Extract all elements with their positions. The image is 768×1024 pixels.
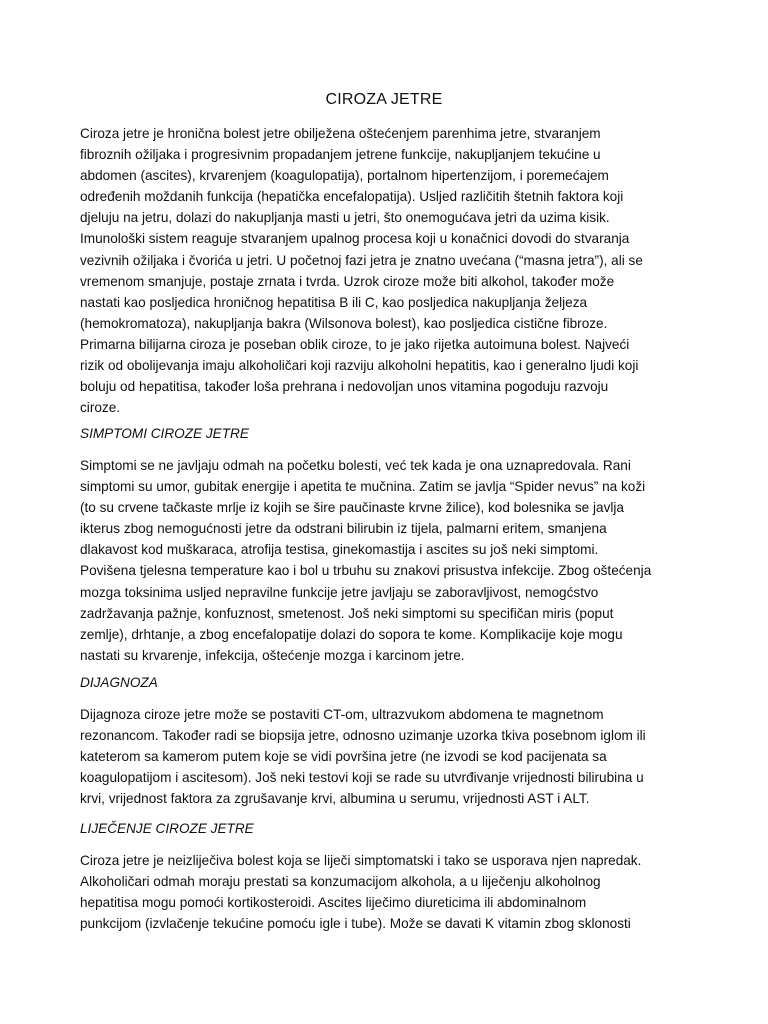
intro-paragraph [80,123,700,418]
paragraph-line: punkcijom (izvlačenje tekućine pomoću igle i tube). Može se davati K vitamin zbog sklonosti [80,916,631,932]
paragraph-line: ikterus zbog nemogućnosti jetre da odstrani bilirubin iz tijela, palmarni eritem, smanjena [80,521,607,537]
paragraph-line: Primarna bilijarna ciroza je poseban oblik ciroze, to je jako rijetka autoimuna bolest. Najveći [80,336,630,352]
page-title: CIROZA JETRE [325,91,443,108]
section-heading-dijagnoza: DIJAGNOZA [80,675,158,690]
paragraph-line: (to su crvene tačkaste mrlje iz kojih se šire paučinaste krvne žilice), kod bolesnika se javlja [80,500,624,516]
paragraph-line: nastati su krvarenje, infekcija, oštećenje mozga i karcinom jetre. [80,647,465,663]
paragraph-line: zadržavanja pažnje, konfuznost, smetenost. Još neki simptomi su specifičan miris (poput [80,605,614,621]
section-paragraph-simptomi [80,455,700,666]
paragraph-line: abdomen (ascites), krvarenjem (koagulopatija), portalnom hipertenzijom, i poremećajem [80,168,609,184]
paragraph-line: rezonancom. Također radi se biopsija jetre, odnosno uzimanje uzorka tkiva posebnom iglom ili [80,728,646,744]
paragraph-line: krvi, vrijednost faktora za zgrušavanje krvi, albumina u serumu, vrijednosti AST i ALT. [80,791,590,807]
paragraph-line: Alkoholičari odmah moraju prestati sa konzumacijom alkohola, a u liječenju alkoholnog [80,874,601,890]
paragraph-line: vezivnih ožiljaka i čvorića u jetri. U početnoj fazi jetra je znatno uvećana (“masna jetra”), ali se [80,252,643,268]
paragraph-line: dlakavost kod muškaraca, atrofija testisa, ginekomastija i ascites su još neki simptomi. [80,542,599,558]
paragraph-line: kateterom sa kamerom putem koje se vidi površina jetre (ne izvodi se kod pacijenata sa [80,749,607,765]
section-heading-lijecenje: LIJEČENJE CIROZE JETRE [80,821,254,836]
section-paragraph-dijagnoza [80,704,700,809]
paragraph-line: nastati kao posljedica hroničnog hepatitisa B ili C, kao posljedica nakupljanja željeza [80,294,588,310]
paragraph-line: djeluju na jetru, dolazi do nakupljanja masti u jetri, što onemogućava jetri da uzima kisik. [80,210,610,226]
paragraph-line: Imunološki sistem reaguje stvaranjem upalnog procesa koji u konačnici dovodi do stvaranja [80,231,630,247]
paragraph-line: Simptomi se ne javljaju odmah na početku bolesti, već tek kada je ona uznapredovala. Rani [80,458,631,473]
paragraph-line: mozga toksinima usljed nepravilne funkcije jetre javljaju se zaboravljivost, nemogćstvo [80,584,599,600]
section-paragraph-lijecenje [80,850,700,934]
paragraph-line: ciroze. [80,400,121,416]
paragraph-line: Ciroza jetre je neizliječiva bolest koja se liječi simptomatski i tako se usporava njen napredak. [80,853,642,868]
paragraph-line: (hemokromatoza), nakupljanja bakra (Wilsonova bolest), kao posljedica cistične fibroze. [80,315,608,331]
paragraph-line: hepatitisa mogu pomoći kortikosteroidi. Ascites liječimo diureticima ili abdominalnom [80,895,587,911]
paragraph-line: Dijagnoza ciroze jetre može se postaviti CT-om, ultrazvukom abdomena te magnetnom [80,707,604,722]
paragraph-line: boluju od hepatitisa, također loša prehrana i nedovoljan unos vitamina pogoduju razvoju [80,379,609,395]
paragraph-line: određenih moždanih funkcija (hepatička encefalopatija). Usljed različitih štetnih faktora koji [80,189,624,205]
paragraph-line: Povišena tjelesna temperature kao i bol u trbuhu su znakovi prisustva infekcije. Zbog oštećenja [80,563,652,579]
paragraph-line: Ciroza jetre je hronična bolest jetre obilježena oštećenjem parenhima jetre, stvaranjem [80,126,601,141]
paragraph-line: rizik od obolijevanja imaju alkoholičari koji razviju alkoholni hepatitis, kao i generalno ljudi koji [80,358,639,374]
paragraph-line: zemlje), drhtanje, a zbog encefalopatije dolazi do sopora te kome. Komplikacije koje mogu [80,626,623,642]
paragraph-line: koagulopatijom i ascitesom). Još neki testovi koji se rade su utvrđivanje vrijednosti bilirubina u [80,770,644,786]
paragraph-line: simptomi su umor, gubitak energije i apetita te mučnina. Zatim se javlja “Spider nevus” na koži [80,479,646,495]
paragraph-line: vremenom smanjuje, postaje zrnata i tvrda. Uzrok ciroze može biti alkohol, također može [80,273,615,289]
section-heading-simptomi: SIMPTOMI CIROZE JETRE [80,426,249,441]
paragraph-line: fibroznih ožiljaka i progresivnim propadanjem jetrene funkcije, nakupljanjem tekućine u [80,147,601,163]
